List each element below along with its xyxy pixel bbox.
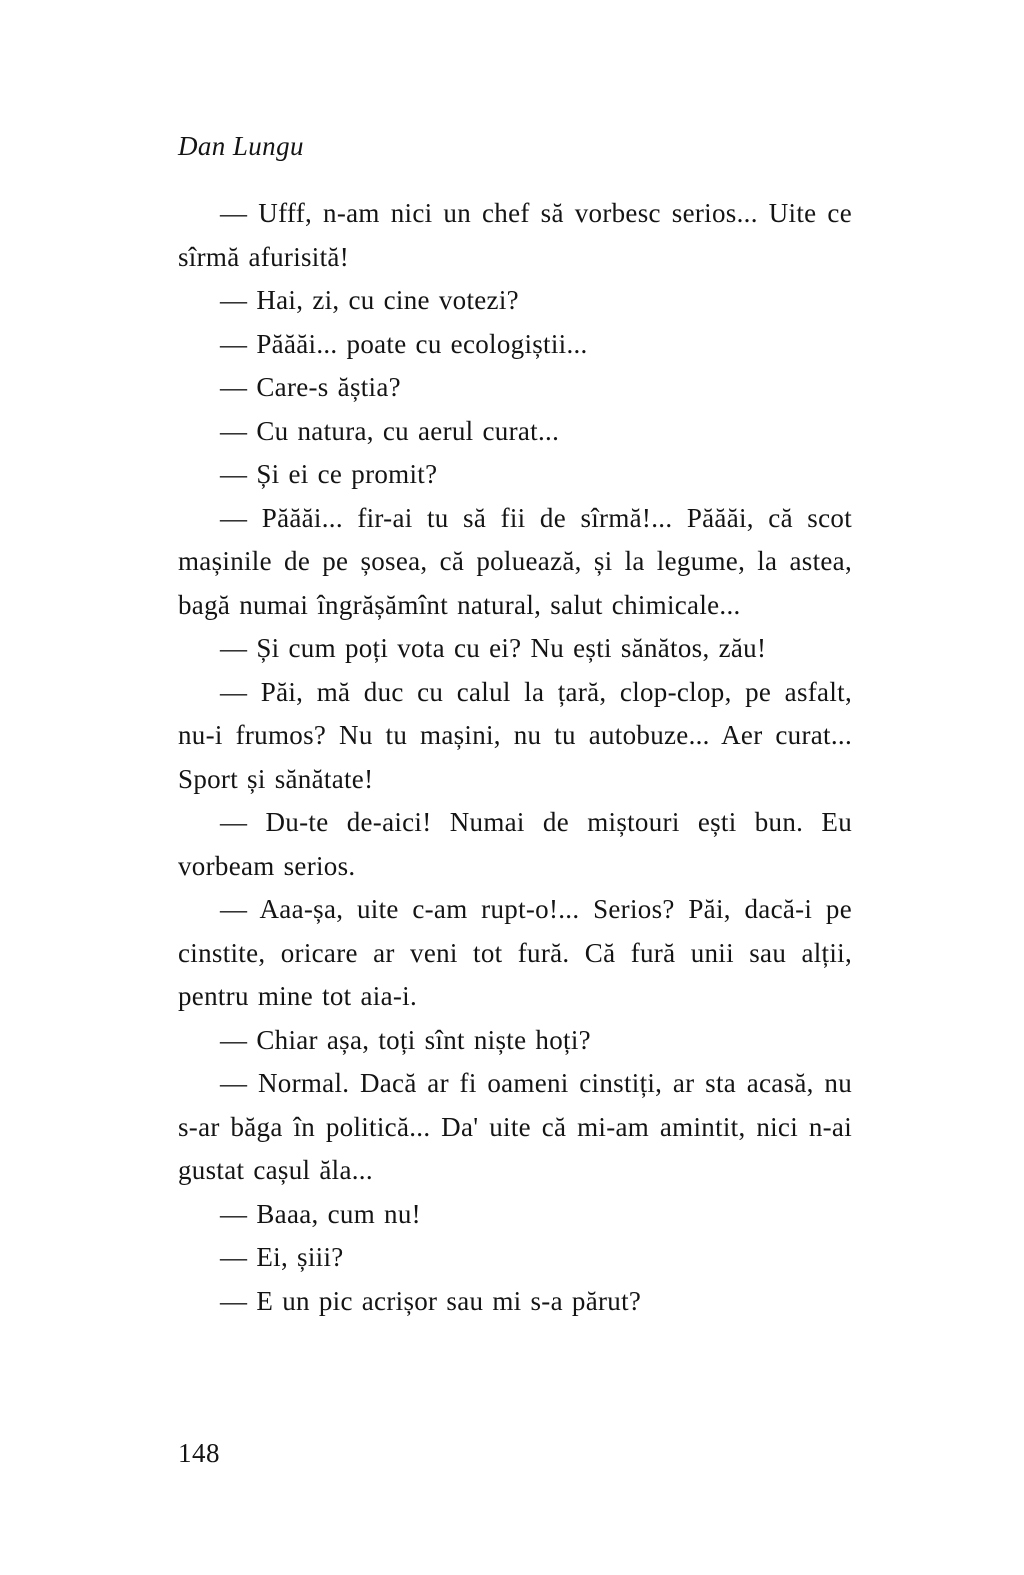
paragraph: — Păăăi... poate cu ecologiștii...: [220, 328, 588, 359]
paragraph: — Care-s ăștia?: [220, 372, 401, 402]
page-number: 148: [178, 1438, 220, 1468]
paragraph: — Păi, mă duc cu calul la țară, clop-clop, pe asfalt, nu-i frumos? Nu tu mașini, nu tu autobuze... Aer curat... Sport și sănătate!: [178, 676, 852, 794]
paragraph: — Baaa, cum nu!: [220, 1198, 421, 1229]
paragraph: — Aaa-șa, uite c-am rupt-o!... Serios? Păi, dacă-i pe cinstite, oricare ar veni tot fură. Că fură unii sau alții, pentru mine tot aia-i.: [178, 894, 852, 1011]
paragraph: — Păăăi... fir-ai tu să fii de sîrmă!... Păăăi, că scot mașinile de pe șosea, că poluează, și la legume, la astea, bagă numai îngrășămînt natural, salut chimicale...: [178, 502, 852, 620]
paragraph: — Normal. Dacă ar fi oameni cinstiți, ar sta acasă, nu s-ar băga în politică... Da' uite că mi-am amintit, nici n-ai gustat cașul ăla...: [178, 1068, 852, 1185]
paragraph: — Cu natura, cu aerul curat...: [220, 415, 560, 446]
paragraph: — Ei, șiii?: [220, 1242, 344, 1272]
paragraph: — Și cum poți vota cu ei? Nu ești sănătos, zău!: [220, 633, 767, 663]
paragraph: — Chiar așa, toți sînt niște hoți?: [220, 1024, 591, 1055]
running-header-author: Dan Lungu: [178, 131, 304, 161]
paragraph: — Ufff, n-am nici un chef să vorbesc serios... Uite ce sîrmă afurisită!: [178, 198, 852, 272]
paragraph: — E un pic acrișor sau mi s-a părut?: [220, 1285, 642, 1316]
dialogue-text: [178, 192, 852, 1323]
paragraph: — Du-te de-aici! Numai de miștouri ești bun. Eu vorbeam serios.: [178, 807, 852, 881]
paragraph: — Hai, zi, cu cine votezi?: [220, 285, 519, 315]
paragraph: — Și ei ce promit?: [220, 459, 438, 489]
text-block: [178, 130, 852, 1323]
